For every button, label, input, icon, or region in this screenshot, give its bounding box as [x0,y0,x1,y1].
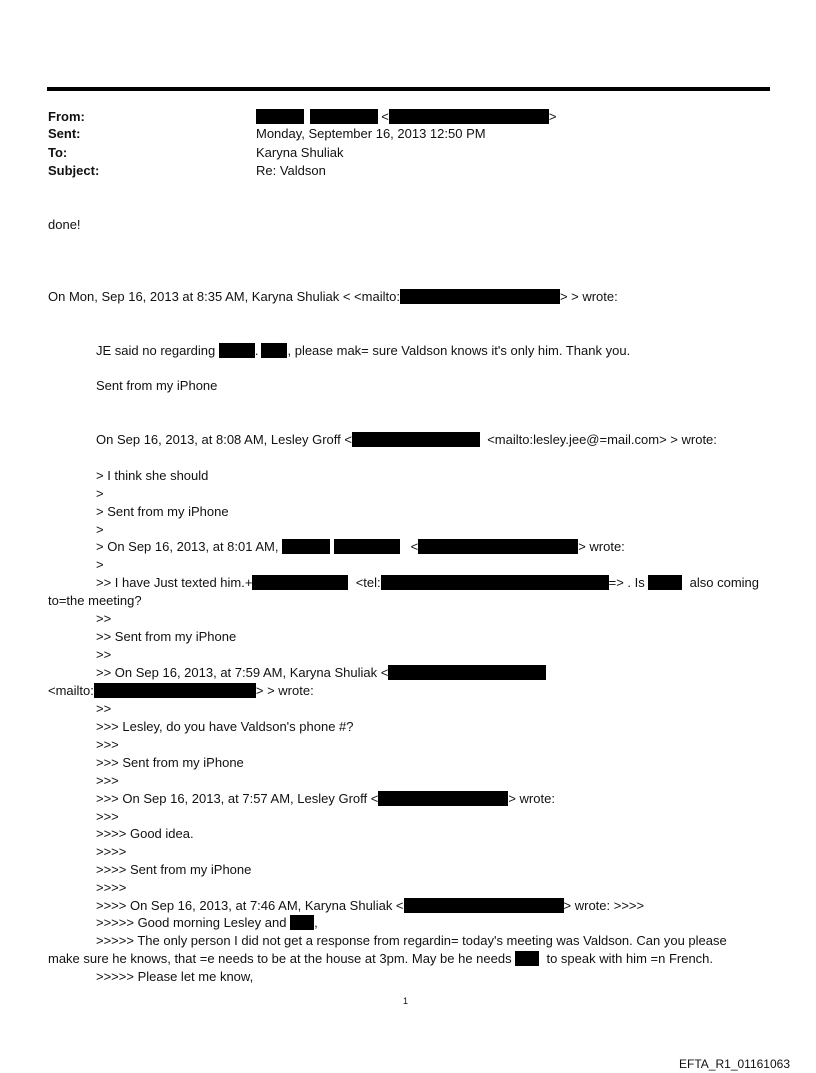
from-label: From: [48,109,85,124]
redaction-box [256,109,304,124]
quote-header-1 [48,289,618,305]
quoted-line: >>> [96,737,119,752]
redaction-box [388,665,546,680]
quote-header-2 [96,432,717,448]
redaction-box [352,432,480,447]
text-segment: < [410,539,419,554]
redaction-box [389,109,549,124]
quoted-line: >>>> Good idea. [96,826,194,841]
quoted-line: >>>>> Please let me know, [96,969,254,984]
text-segment: => . Is [608,575,645,590]
subject-label: Subject: [48,163,100,178]
quoted-line: >>>> [96,844,127,859]
quoted-line: >>> [96,809,119,824]
redaction-box [290,915,314,930]
quoted-line: >> [96,611,112,626]
text-segment: <tel: [355,575,381,590]
from-value [256,109,556,125]
quoted-line: > [96,486,104,501]
text-segment: <mailto: [48,683,94,698]
from-gt: > [548,109,557,124]
redaction-box [252,575,348,590]
to-label: To: [48,145,68,160]
text-segment: , please mak= sure Valdson knows it's only him. Thank you. [287,343,631,358]
text-segment: to speak with him =n French. [546,951,714,966]
sent-label: Sent: [48,126,81,141]
text-segment: >> On Sep 16, 2013, at 7:59 AM, Karyna Shuliak < [96,665,389,680]
quoted-line: >>>> Sent from my iPhone [96,862,252,877]
redaction-box [648,575,682,590]
quoted-line [96,539,625,555]
message-line [96,343,630,359]
signature-line: Sent from my iPhone [96,378,218,393]
from-lt: < [381,109,389,124]
redaction-box [310,109,378,124]
quoted-line: >>> [96,773,119,788]
quoted-line [96,791,555,807]
reply-text: done! [48,217,81,232]
text-segment: make sure he knows, that =e needs to be at the house at 3pm. May be he needs [48,951,512,966]
redaction-box [515,951,539,966]
redaction-box [219,343,255,358]
quoted-line [96,898,644,914]
quoted-line [48,951,713,967]
quoted-line [48,683,314,699]
redaction-box [334,539,400,554]
quoted-line: >>>>> The only person I did not get a response from regardin= today's meeting was Valdson. Can you please [96,933,727,948]
quoted-line: > [96,557,104,572]
redaction-box [282,539,330,554]
quoted-line: to=the meeting? [48,593,142,608]
text-segment: > On Sep 16, 2013, at 8:01 AM, [96,539,279,554]
header-rule [47,87,770,91]
quoted-line: >>> Sent from my iPhone [96,755,244,770]
to-value: Karyna Shuliak [256,145,344,160]
quoted-line [96,915,318,931]
sent-value: Monday, September 16, 2013 12:50 PM [256,126,486,141]
quoted-line [96,665,546,681]
quoted-line: >> Sent from my iPhone [96,629,237,644]
quoted-line: > Sent from my iPhone [96,504,229,519]
redaction-box [261,343,287,358]
text-segment: >>>> On Sep 16, 2013, at 7:46 AM, Karyna Shuliak < [96,898,404,913]
quoted-line: >>>> [96,880,127,895]
redaction-box [400,289,560,304]
text-segment: also coming [689,575,759,590]
quoted-line: > [96,522,104,537]
text-segment: > wrote: [578,539,625,554]
text-segment: JE said no regarding [96,343,219,358]
quoted-line: >>> Lesley, do you have Valdson's phone #? [96,719,354,734]
document-id: EFTA_R1_01161063 [679,1057,790,1071]
redaction-box [378,791,508,806]
subject-value: Re: Valdson [256,163,326,178]
text-segment: <mailto:lesley.jee@=mail.com> > wrote: [487,432,717,447]
text-segment: > wrote: [508,791,555,806]
text-segment: >> I have Just texted him.+ [96,575,253,590]
text-segment: , [314,915,318,930]
redaction-box [404,898,564,913]
quoted-line: > I think she should [96,468,209,483]
text-segment: . [254,343,259,358]
page-number: 1 [403,996,409,1006]
text-segment: On Mon, Sep 16, 2013 at 8:35 AM, Karyna Shuliak < <mailto: [48,289,400,304]
quoted-line [96,575,759,591]
text-segment: > wrote: >>>> [563,898,645,913]
redaction-box [418,539,578,554]
text-segment: >>> On Sep 16, 2013, at 7:57 AM, Lesley Groff < [96,791,379,806]
redaction-box [381,575,609,590]
text-segment: On Sep 16, 2013, at 8:08 AM, Lesley Groff < [96,432,352,447]
text-segment: > > wrote: [559,289,618,304]
quoted-line: >> [96,647,112,662]
text-segment: >>>>> Good morning Lesley and [96,915,287,930]
redaction-box [94,683,256,698]
quoted-line: >> [96,701,112,716]
text-segment: > > wrote: [255,683,314,698]
